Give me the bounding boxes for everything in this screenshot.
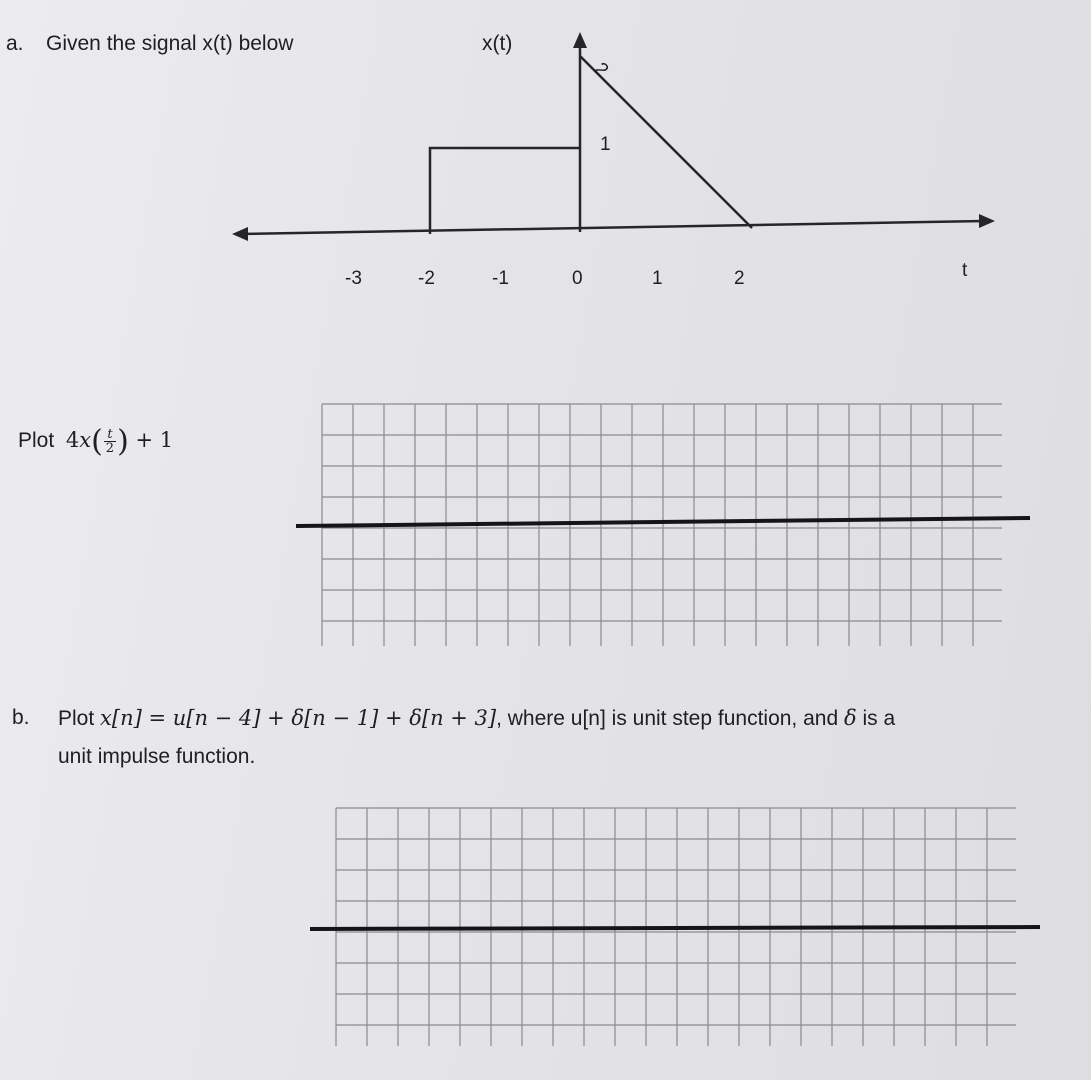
frac-num: t	[104, 428, 116, 442]
part-b-label: b.	[12, 706, 30, 729]
plot-expression: 4x( $\frac{t}{2}$ ) + 1	[65, 424, 174, 459]
plot-word: Plot	[18, 429, 55, 452]
delta-symbol: δ	[843, 706, 857, 730]
grid-b-axis	[310, 927, 1040, 929]
part-a-prompt: Given the signal x(t) below	[46, 32, 294, 55]
y-tick-1: 1	[600, 134, 611, 155]
fn-name: x	[79, 428, 92, 452]
part-b-equation: x[n] = u[n − 4] + δ[n − 1] + δ[n + 3]	[100, 706, 497, 730]
axis-t-label: t	[962, 260, 968, 281]
tick-2: 2	[734, 268, 745, 289]
tick-0: 0	[572, 268, 583, 289]
y-tick-2: 2	[589, 58, 613, 82]
tick-1: 1	[652, 268, 663, 289]
frac-den: 2	[105, 441, 115, 456]
part-a-label: a.	[6, 32, 24, 55]
signal-title: x(t)	[482, 32, 513, 55]
part-b-description-end: is a	[862, 707, 896, 730]
part-b-line2: unit impulse function.	[58, 745, 256, 768]
tick-neg2: -2	[418, 268, 435, 289]
tick-neg1: -1	[492, 268, 509, 289]
tick-neg3: -3	[345, 268, 362, 289]
suffix: + 1	[135, 428, 174, 452]
part-b-description: , where u[n] is unit step function, and	[496, 707, 839, 730]
coef: 4	[65, 428, 80, 452]
plot-word-b: Plot	[58, 707, 95, 730]
